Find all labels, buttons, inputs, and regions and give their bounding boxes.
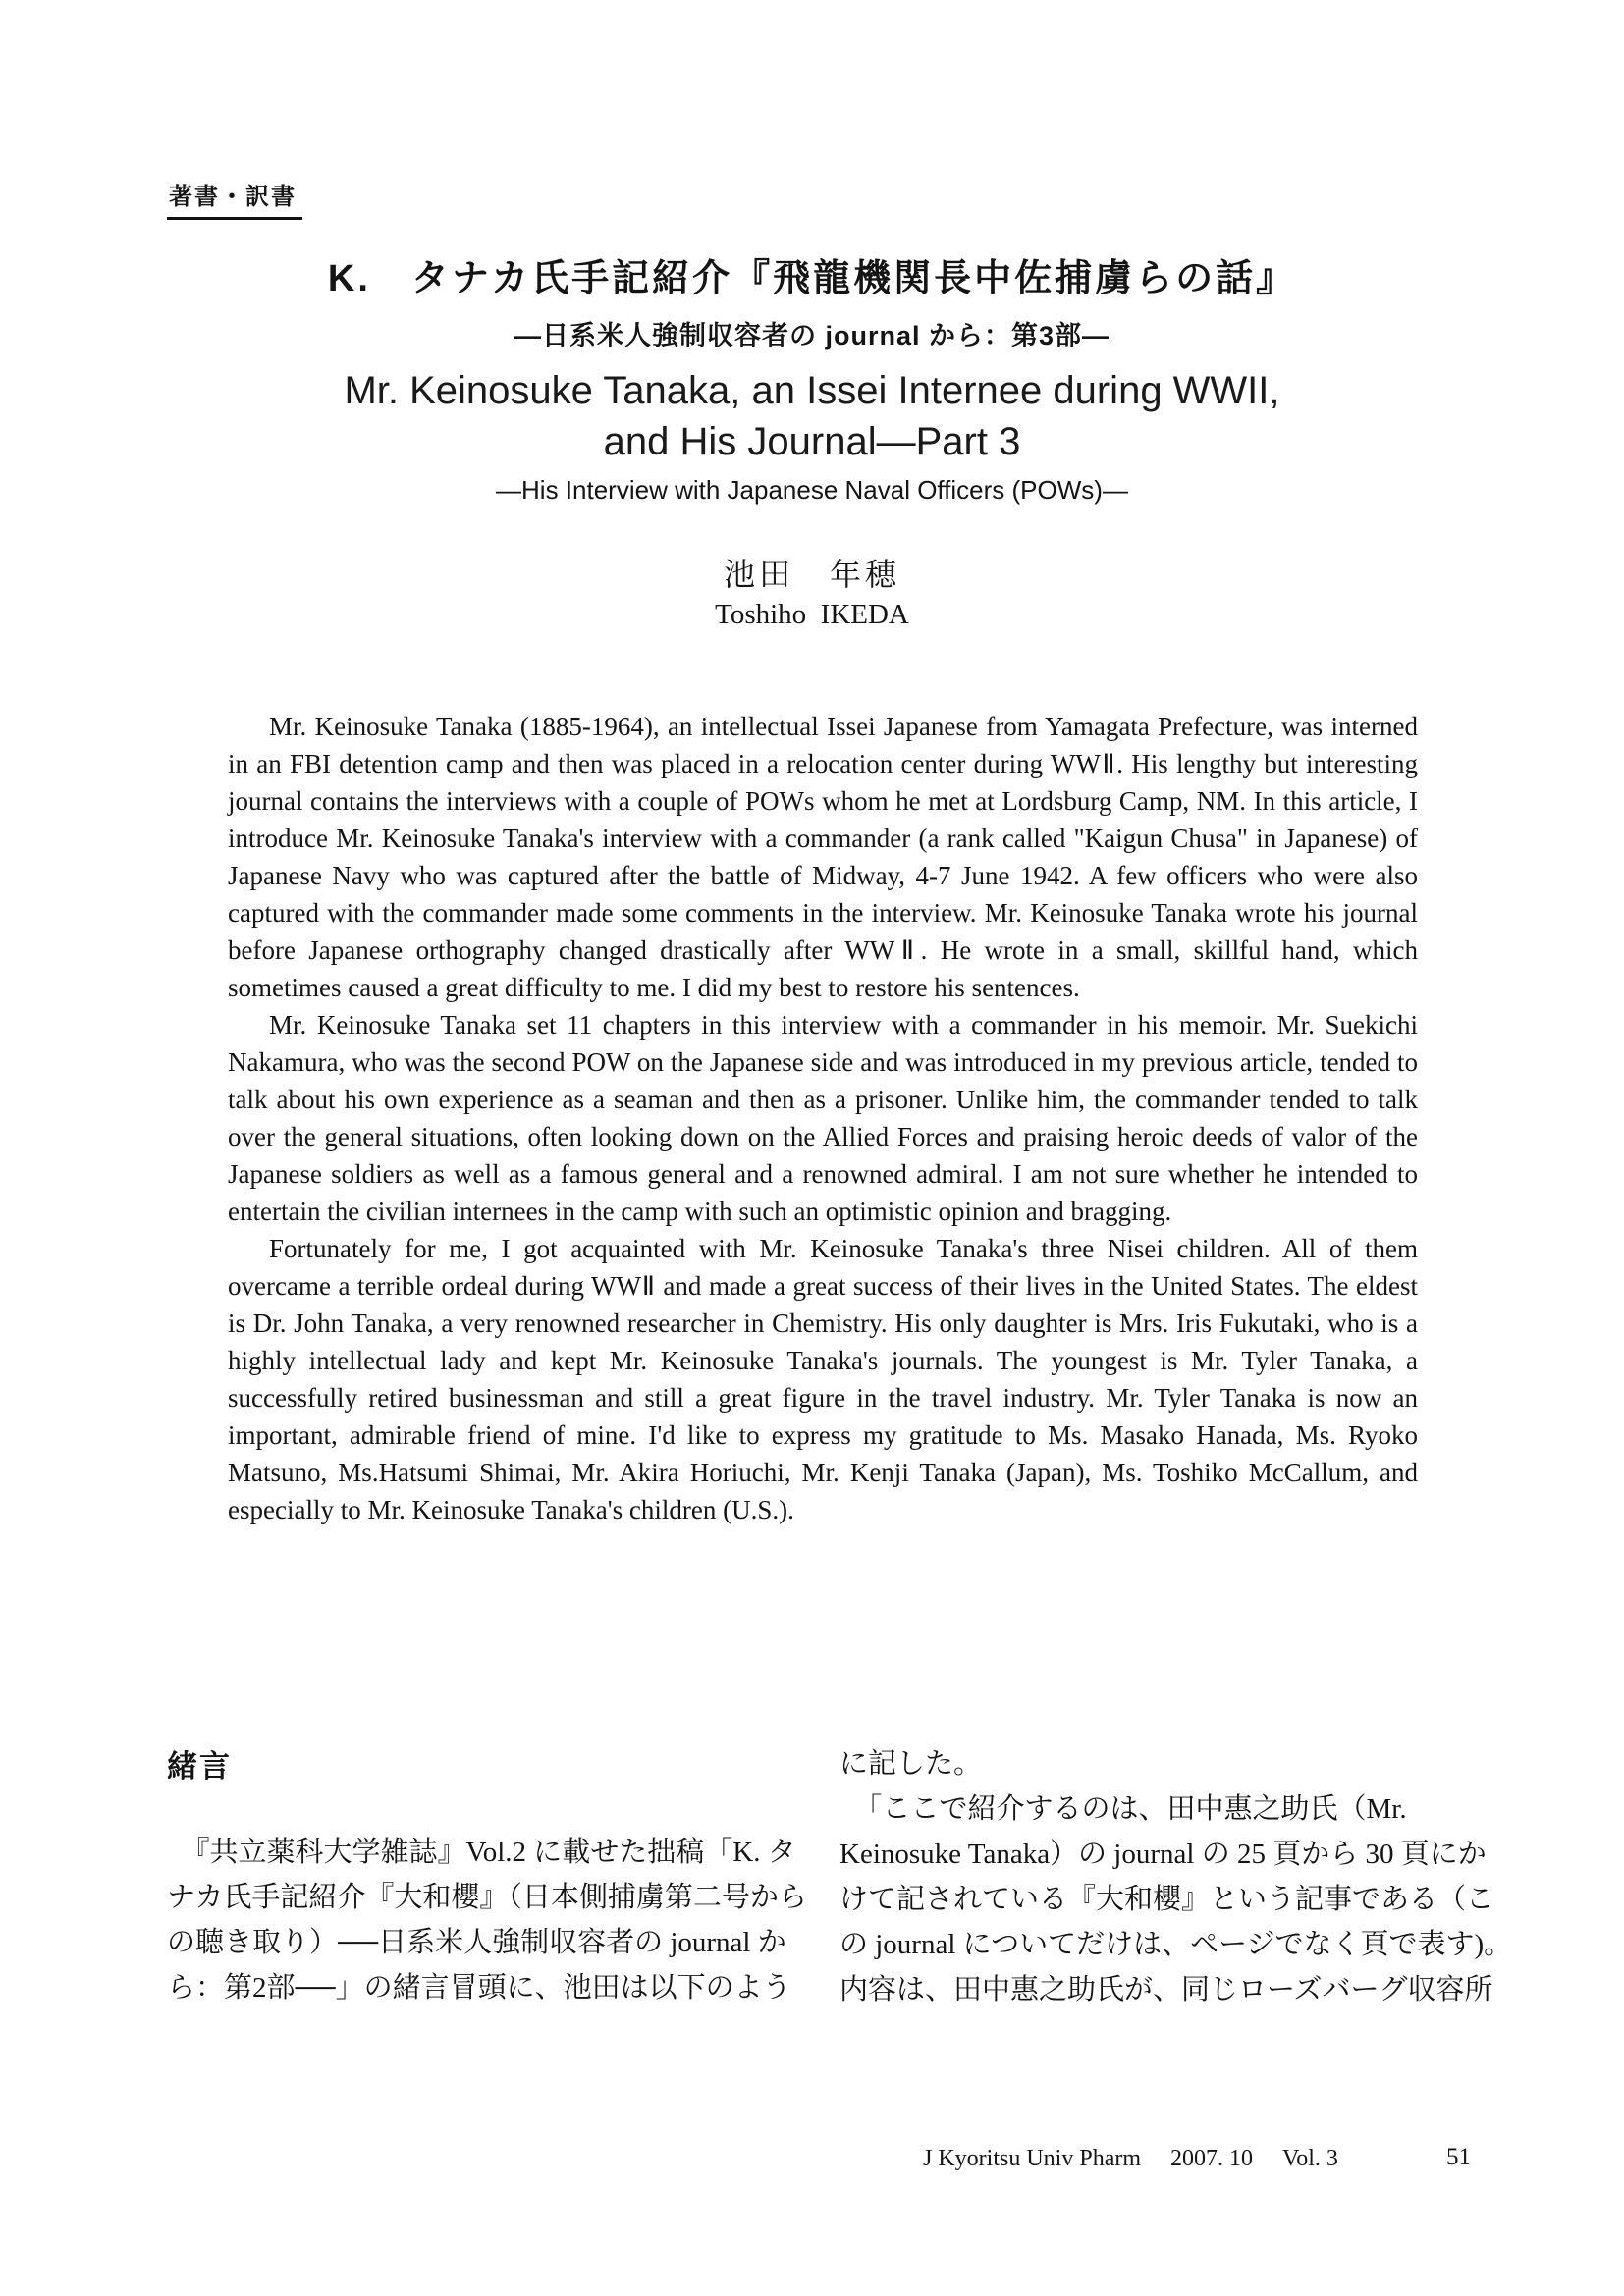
author-name-japanese: 池田 年穂 (723, 557, 900, 592)
abstract-paragraph-2: Mr. Keinosuke Tanaka set 11 chapters in this interview with a commander in his memoir. Mr. Suekichi Nakamura, who was the second POW on the Japanese side and was introduced in my previous article, tended to talk about his own experience as a seaman and then as a prisoner. Unlike him, the commander tended to talk over the general situations, often looking down on the Allied Forces and praising heroic deeds of valor of the Japanese soldiers as well as a famous general and a renowned admiral. I am not sure whether he intended to entertain the civilian internees in the camp with such an optimistic opinion and bragging. (228, 1010, 1418, 1226)
footer-journal-info (923, 2146, 1338, 2172)
text-line: の聴き取り）──日系米人強制収容者の journal か (167, 1927, 786, 1958)
intro-right-column (839, 1741, 1512, 2012)
footer-volume: Vol. 3 (1282, 2146, 1338, 2171)
text-line: ら：第2部──」の緒言冒頭に、池田は以下のよう (167, 1972, 791, 2003)
author-name-romanized: Toshiho IKEDA (715, 599, 909, 630)
article-subtitle-japanese: —日系米人強制収容者の journal から：第3部— (514, 321, 1110, 350)
article-title-english (0, 365, 1624, 467)
article-title-english-line2: and His Journal—Part 3 (603, 420, 1021, 463)
page-number: 51 (1446, 2144, 1471, 2170)
abstract-paragraph-3: Fortunately for me, I got acquainted with Mr. Keinosuke Tanaka's three Nisei children. All of them overcame a terrible ordeal during WWⅡ and made a great success of their lives in the United States. The eldest is Dr. John Tanaka, a very renowned researcher in Chemistry. His only daughter is Mrs. Iris Fukutaki, who is a highly intellectual lady and kept Mr. Keinosuke Tanaka's journals. The youngest is Mr. Tyler Tanaka, a successfully retired businessman and still a great figure in the travel industry. Mr. Tyler Tanaka is now an important, admirable friend of mine. I'd like to express my gratitude to Ms. Masako Hanada, Ms. Ryoko Matsuno, Ms.Hatsumi Shimai, Mr. Akira Horiuchi, Mr. Kenji Tanaka (Japan), Ms. Toshiko McCallum, and especially to Mr. Keinosuke Tanaka's children (U.S.). (228, 1234, 1418, 1524)
text-line: けて記されている『大和櫻』という記事である（こ (839, 1884, 1495, 1915)
article-title-english-line1: Mr. Keinosuke Tanaka, an Issei Internee during WWII, (344, 369, 1280, 412)
article-subtitle-english: —His Interview with Japanese Naval Officers (POWs)— (496, 475, 1128, 505)
section-heading-introduction: 緒言 (167, 1749, 232, 1784)
article-title-japanese: K. タナカ氏手記紹介『飛龍機関長中佐捕虜らの話』 (327, 258, 1297, 299)
category-label: 著書・訳書 (167, 177, 302, 220)
intro-left-column (167, 1830, 839, 2010)
text-line: 内容は、田中惠之助氏が、同じローズバーグ収容所 (839, 1974, 1493, 2005)
footer-journal-name: J Kyoritsu Univ Pharm (923, 2146, 1141, 2171)
abstract-paragraph-1: Mr. Keinosuke Tanaka (1885-1964), an intellectual Issei Japanese from Yamagata Prefecture, was interned in an FBI detention camp and then was placed in a relocation center during WWⅡ. His lengthy but interesting journal contains the interviews with a couple of POWs whom he met at Lordsburg Camp, NM. In this article, I introduce Mr. Keinosuke Tanaka's interview with a commander (a rank called "Kaigun Chusa" in Japanese) of Japanese Navy who was captured after the battle of Midway, 4-7 June 1942. A few officers who were also captured with the commander made some comments in the interview. Mr. Keinosuke Tanaka wrote his journal before Japanese orthography changed drastically after WWⅡ. He wrote in a small, skillful hand, which sometimes caused a great difficulty to me. I did my best to restore his sentences. (228, 712, 1418, 1002)
text-line: Keinosuke Tanaka）の journal の 25 頁から 30 頁にか (839, 1839, 1487, 1870)
abstract (228, 708, 1418, 1528)
text-line: の journal についてだけは、ページでなく頁で表す)。 (839, 1929, 1513, 1960)
text-line: ナカ氏手記紹介『大和櫻』（日本側捕虜第二号から (167, 1882, 807, 1913)
text-line: 「ここで紹介するのは、田中惠之助氏（Mr. (839, 1793, 1407, 1825)
footer-issue-date: 2007. 10 (1170, 2146, 1253, 2171)
text-line: に記した。 (839, 1748, 983, 1780)
text-line: 『共立薬科大学雑誌』Vol.2 に載せた拙稿「K. タ (167, 1837, 796, 1868)
